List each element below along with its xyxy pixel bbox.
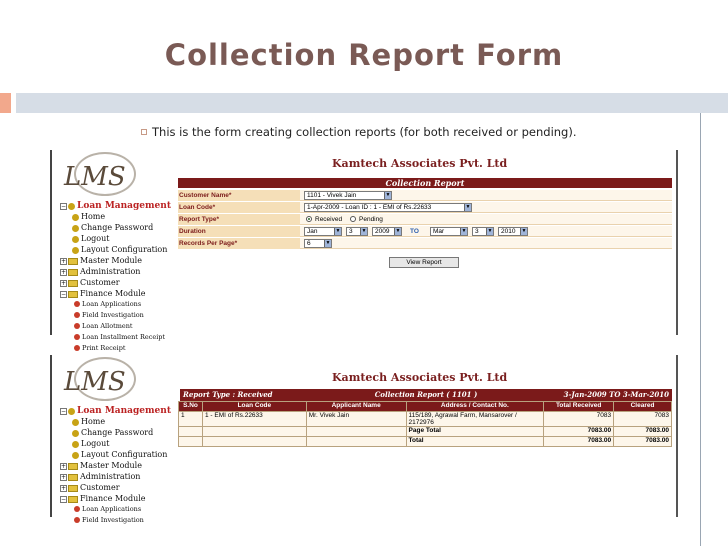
report-type-label: Report Type* bbox=[178, 214, 300, 225]
tree-item-finance-module[interactable]: − Finance Module bbox=[61, 289, 146, 298]
row-duration bbox=[178, 226, 672, 237]
report-date-range: 3-Jan-2009 TO 3-Mar-2010 bbox=[563, 390, 669, 399]
row-customer bbox=[178, 190, 672, 201]
folder-icon bbox=[68, 258, 78, 265]
tree-item-logout[interactable]: Logout bbox=[58, 438, 183, 449]
loan-code-label: Loan Code* bbox=[178, 202, 300, 213]
bullet-icon bbox=[74, 312, 80, 318]
tree-item-field-investigation[interactable]: Field Investigation bbox=[58, 515, 183, 526]
from-month-select[interactable]: Jan ▼ bbox=[304, 227, 342, 236]
tree-item-master-module[interactable]: + Master Module bbox=[61, 256, 142, 265]
duration-label: Duration bbox=[178, 226, 300, 237]
loan-code-select[interactable]: 1-Apr-2009 - Loan ID : 1 - EMI of Rs.22633 ▼ bbox=[304, 203, 472, 212]
total-label: Total bbox=[406, 437, 544, 447]
report-type-text: Report Type : Received bbox=[183, 390, 273, 399]
chevron-down-icon: ▼ bbox=[361, 228, 367, 234]
customer-label: Customer Name* bbox=[178, 190, 300, 201]
gear-icon bbox=[72, 214, 79, 221]
page-total-row bbox=[179, 427, 672, 437]
page-total-received: 7083.00 bbox=[544, 427, 614, 437]
expand-icon[interactable]: + bbox=[61, 268, 67, 276]
col-address: Address / Contact No. bbox=[406, 402, 544, 412]
bullet-icon bbox=[74, 334, 80, 340]
table-header-row bbox=[179, 402, 672, 412]
gear-icon bbox=[72, 452, 79, 459]
report-header: Collection Report ( 1101 ) bbox=[374, 390, 478, 399]
folder-icon bbox=[68, 463, 78, 470]
tree-item-master-module[interactable]: + Master Module bbox=[61, 461, 142, 470]
collapse-icon[interactable]: − bbox=[61, 495, 67, 503]
gear-icon bbox=[68, 408, 75, 415]
gear-icon bbox=[72, 430, 79, 437]
bullet-icon bbox=[74, 301, 80, 307]
slide-title: Collection Report Form bbox=[164, 38, 564, 72]
bullet-square-icon bbox=[141, 129, 147, 135]
tree-item-loan-allotment[interactable]: Loan Allotment bbox=[58, 321, 183, 332]
right-rule bbox=[700, 113, 701, 546]
cell-total-received: 7083 bbox=[544, 412, 614, 427]
from-year-select[interactable]: 2009 ▼ bbox=[372, 227, 402, 236]
chevron-down-icon: ▼ bbox=[521, 228, 527, 234]
company-name: Kamtech Associates Pvt. Ltd bbox=[332, 371, 508, 384]
pending-radio[interactable] bbox=[350, 216, 356, 222]
collapse-icon[interactable]: − bbox=[61, 290, 67, 298]
gear-icon bbox=[68, 203, 75, 210]
tree-item-administration[interactable]: + Administration bbox=[61, 267, 141, 276]
slide-caption: This is the form creating collection reports (for both received or pending). bbox=[152, 125, 577, 139]
folder-icon bbox=[68, 474, 78, 481]
cell-cleared: 7083 bbox=[614, 412, 672, 427]
chevron-down-icon: ▼ bbox=[395, 228, 401, 234]
row-records-per-page bbox=[178, 238, 672, 249]
company-name: Kamtech Associates Pvt. Ltd bbox=[332, 157, 508, 170]
chevron-down-icon: ▼ bbox=[487, 228, 493, 234]
col-total-received: Total Received bbox=[544, 402, 614, 412]
gear-icon bbox=[72, 247, 79, 254]
app-logo bbox=[56, 152, 146, 200]
chevron-down-icon: ▼ bbox=[461, 228, 467, 234]
folder-icon bbox=[68, 291, 78, 298]
bullet-icon bbox=[74, 506, 80, 512]
cell-sno: 1 bbox=[179, 412, 203, 427]
bullet-icon bbox=[74, 345, 80, 351]
col-applicant-name: Applicant Name bbox=[306, 402, 406, 412]
to-month-select[interactable]: Mar ▼ bbox=[430, 227, 468, 236]
chevron-down-icon: ▼ bbox=[335, 228, 341, 234]
tree-item-loan-applications[interactable]: Loan Applications bbox=[58, 504, 183, 515]
received-label: Received bbox=[315, 216, 343, 223]
expand-icon[interactable]: + bbox=[61, 473, 67, 481]
chevron-down-icon: ▼ bbox=[325, 240, 331, 246]
col-sno: S.No bbox=[179, 402, 203, 412]
to-label: TO bbox=[410, 228, 419, 235]
gear-icon bbox=[72, 441, 79, 448]
gear-icon bbox=[72, 225, 79, 232]
bullet-icon bbox=[74, 517, 80, 523]
nav-tree bbox=[58, 405, 183, 526]
tree-item-change-password[interactable]: Change Password bbox=[58, 222, 183, 233]
tree-item-layout-configuration[interactable]: Layout Configuration bbox=[58, 244, 183, 255]
customer-select[interactable]: 1101 - Vivek Jain ▼ bbox=[304, 191, 392, 200]
folder-icon bbox=[68, 280, 78, 287]
nav-tree bbox=[58, 200, 183, 354]
tree-item-administration[interactable]: + Administration bbox=[61, 472, 141, 481]
table-row bbox=[179, 412, 672, 427]
tree-item-change-password[interactable]: Change Password bbox=[58, 427, 183, 438]
col-loan-code: Loan Code bbox=[202, 402, 306, 412]
page-total-label: Page Total bbox=[406, 427, 544, 437]
to-year-select[interactable]: 2010 ▼ bbox=[498, 227, 528, 236]
collapse-icon[interactable]: − bbox=[61, 407, 67, 415]
gear-icon bbox=[72, 236, 79, 243]
report-title-bar bbox=[180, 389, 672, 401]
collapse-icon[interactable]: − bbox=[61, 202, 67, 210]
tree-item-field-investigation[interactable]: Field Investigation bbox=[58, 310, 183, 321]
accent-notch bbox=[11, 93, 16, 113]
tree-item-loan-applications[interactable]: Loan Applications bbox=[58, 299, 183, 310]
row-loan-code bbox=[178, 202, 672, 213]
tree-item-layout-configuration[interactable]: Layout Configuration bbox=[58, 449, 183, 460]
total-received: 7083.00 bbox=[544, 437, 614, 447]
records-per-page-select[interactable]: 6 ▼ bbox=[304, 239, 332, 248]
expand-icon[interactable]: + bbox=[61, 257, 67, 265]
grand-total-row bbox=[179, 437, 672, 447]
folder-icon bbox=[68, 496, 78, 503]
cell-applicant-name: Mr. Vivek Jain bbox=[306, 412, 406, 427]
form-header: Collection Report bbox=[178, 178, 672, 188]
gear-icon bbox=[72, 419, 79, 426]
tree-item-loan-management[interactable]: − Loan Management bbox=[61, 406, 171, 416]
from-day-select[interactable]: 3 ▼ bbox=[346, 227, 368, 236]
app-logo bbox=[56, 357, 146, 405]
total-cleared: 7083.00 bbox=[614, 437, 672, 447]
chevron-down-icon: ▼ bbox=[465, 204, 471, 210]
tree-item-customer[interactable]: + Customer bbox=[61, 278, 120, 287]
expand-icon[interactable]: + bbox=[61, 279, 67, 287]
form-screenshot bbox=[50, 150, 678, 352]
cell-loan-code: 1 - EMI of Rs.22633 bbox=[202, 412, 306, 427]
tree-item-home[interactable]: Home bbox=[58, 416, 183, 427]
report-screenshot bbox=[50, 355, 678, 524]
view-report-button[interactable]: View Report bbox=[389, 257, 459, 268]
bullet-icon bbox=[74, 323, 80, 329]
records-per-page-label: Records Per Page* bbox=[178, 238, 300, 249]
expand-icon[interactable]: + bbox=[61, 462, 67, 470]
accent-block bbox=[0, 93, 11, 113]
tree-item-finance-module[interactable]: − Finance Module bbox=[61, 494, 146, 503]
tree-item-home[interactable]: Home bbox=[58, 211, 183, 222]
expand-icon[interactable]: + bbox=[61, 484, 67, 492]
tree-item-print-receipt[interactable]: Print Receipt bbox=[58, 343, 183, 354]
report-table bbox=[178, 401, 672, 447]
chevron-down-icon: ▼ bbox=[385, 192, 391, 198]
folder-icon bbox=[68, 485, 78, 492]
logo-text: LMS bbox=[64, 162, 126, 192]
tree-item-customer[interactable]: + Customer bbox=[61, 483, 120, 492]
folder-icon bbox=[68, 269, 78, 276]
row-report-type bbox=[178, 214, 672, 225]
tree-item-loan-management[interactable]: − Loan Management bbox=[61, 201, 171, 211]
logo-text: LMS bbox=[64, 367, 126, 397]
to-day-select[interactable]: 3 ▼ bbox=[472, 227, 494, 236]
tree-item-loan-installment-receipt[interactable]: Loan Installment Receipt bbox=[58, 332, 183, 343]
col-cleared: Cleared bbox=[614, 402, 672, 412]
title-divider-bar bbox=[0, 93, 728, 113]
received-radio[interactable] bbox=[306, 216, 312, 222]
tree-item-logout[interactable]: Logout bbox=[58, 233, 183, 244]
page-total-cleared: 7083.00 bbox=[614, 427, 672, 437]
pending-label: Pending bbox=[359, 216, 383, 223]
cell-address: 115/189, Agrawal Farm, Mansarover / 2172976 bbox=[406, 412, 544, 427]
